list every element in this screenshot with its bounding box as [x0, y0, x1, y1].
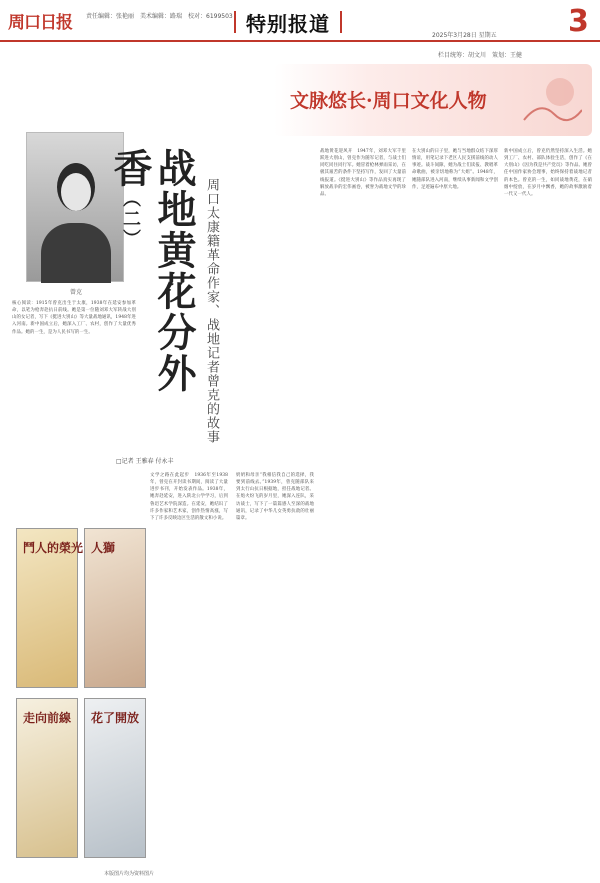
book-title: 人獅	[91, 541, 116, 555]
article-column-4: 奶奶和母亲“我相信我自己的选择，我要到前线去。”1939年，曾克随部队来到太行山抗日根据地，担任战地记者。在炮火纷飞的岁月里，她深入连队，采访战士，写下了一篇篇感人至深的战地通讯，记录了中华儿女英勇抗敌的壮丽篇章。	[236, 473, 314, 521]
book-covers	[16, 528, 146, 864]
book-cover	[16, 528, 84, 688]
page-number: 3	[568, 4, 589, 39]
ink-painting-decoration	[520, 70, 582, 130]
book-title: 鬥人的榮光	[23, 541, 84, 555]
book-cover	[16, 698, 78, 858]
article-part: （二）	[120, 189, 141, 249]
section-title: 特别报道	[246, 8, 330, 37]
article-column-6: 在大别山的日子里，她与当地群众结下深厚情谊，用笔记录下老区人民支援前线的动人事迹。战斗间隙，她为战士们读报、教唱革命歌曲，被亲切地称为“大姐”。1948年，她随部队进入河南，继续从事新闻和文学创作，足迹遍布中原大地。	[412, 149, 498, 190]
column-banner-title: 文脉悠长·周口文化人物	[290, 90, 487, 112]
core-reading: 核心阅读：1915年曾克出生于太康，1938年在延安参加革命，以笔为枪奔赴抗日前线。她是第一位随刘邓大军转战大别山的女记者，写下《挺进大别山》等大量战地通讯，1948年进入河南。新中国成立后，她深入工厂、农村，创作了大量优秀作品。她的一生，是为人民书写的一生。	[12, 301, 136, 335]
book-title: 走向前線	[23, 711, 72, 725]
photo-caption: 曾克	[70, 289, 83, 296]
article-column-7: 新中国成立后，曾克仍然坚持深入生活。她到工厂、农村、部队体验生活，创作了《在大别山》《因为我是共产党员》等作品。她曾任中国作家协会理事，始终保持着战地记者的本色。曾克的一生，如同战地黄花，在硝烟中绽放，在岁月中飘香，她的故事激励着一代又一代人。	[504, 149, 592, 197]
article-byline: □记者 王雅春 付永丰	[116, 458, 174, 465]
article-column-5: 战地黄花迎风开 1947年，刘邓大军千里跃进大别山，曾克作为随军记者，与战士们同吃同住同行军。她冒着枪林弹雨采访，在极其艰苦的条件下坚持写作，发回了大量前线报道。《挺进大别山》等作品真实再现了解放战争的宏伟画卷，被誉为战地文学的珍品。	[320, 149, 406, 197]
image-credit: 本版图片均为资料图片	[104, 871, 155, 877]
article-title	[107, 148, 197, 428]
article-column-3: 文学之路在此起步 1936年至1938年，曾克在开封读书期间，阅读了大量进步书刊，开始发表作品。1938年，她奔赴延安，进入陕北公学学习，后到鲁迅艺术学院深造。在延安，她结识了许多作家和艺术家，创作热情高涨，写下了许多反映边区生活的散文和小说。	[150, 473, 228, 521]
column-editor: 栏目统筹：胡文川 策划：王健	[438, 52, 523, 59]
book-cover	[84, 698, 146, 858]
newspaper-logo: 周口日报	[8, 13, 72, 33]
book-cover	[84, 528, 146, 688]
book-title: 花了開放	[91, 711, 140, 725]
editor-meta: 责任编辑：张艳丽 美术编辑：路瑞 校对：6199503	[86, 13, 233, 20]
page-date: 2025年3月28日 星期五	[432, 32, 497, 39]
article-title-text: 战地黄花分外香	[107, 148, 197, 394]
article-subtitle: 周口太康籍革命作家、战地记者曾克的故事	[204, 178, 219, 444]
